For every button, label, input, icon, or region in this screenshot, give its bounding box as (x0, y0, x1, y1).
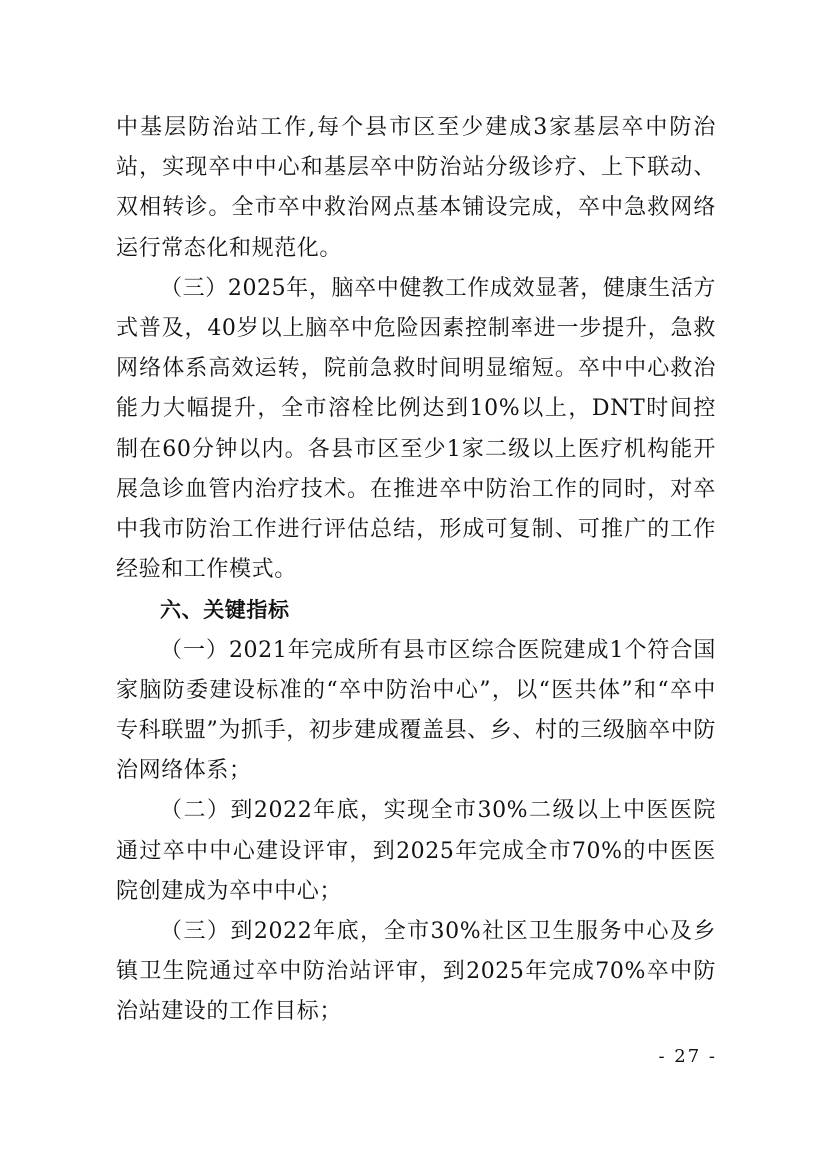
section-heading-key-indicators: 六、关键指标 (160, 598, 290, 623)
paragraph-continuation: 中基层防治站工作,每个县市区至少建成3家基层卒中防治站，实现卒中中心和基层卒中防治站分级诊疗、上下联动、双相转诊。全市卒中救治网点基本铺设完成，卒中急救网络运行常态化和规范化。 (116, 115, 716, 261)
indicator-item-2: （二）到2022年底，实现全市30%二级以上中医医院通过卒中中心建设评审，到2025年完成全市70%的中医医院创建成为卒中中心； (116, 798, 716, 904)
paragraph-target-2025: （三）2025年，脑卒中健教工作成效显著，健康生活方式普及，40岁以上脑卒中危险因素控制率进一步提升，急救网络体系高效运转，院前急救时间明显缩短。卒中中心救治能力大幅提升，全市溶栓比例达到10%以上，DNT时间控制在60分钟以内。各县市区至少1家二级以上医疗机构能开展急诊血管内治疗技术。在推进卒中防治工作的同时，对卒中我市防治工作进行评估总结，形成可复制、可推广的工作经验和工作模式。 (116, 275, 716, 583)
indicator-item-1: （一）2021年完成所有县市区综合医院建成1个符合国家脑防委建设标准的“卒中防治中心”，以“医共体”和“卒中专科联盟”为抓手，初步建成覆盖县、乡、村的三级脑卒中防治网络体系； (116, 637, 716, 784)
document-body (116, 108, 716, 1033)
indicator-item-3: （三）到2022年底，全市30%社区卫生服务中心及乡镇卫生院通过卒中防治站评审，到2025年完成70%卒中防治站建设的工作目标； (116, 919, 716, 1025)
page-number: - 27 - (658, 1046, 717, 1067)
